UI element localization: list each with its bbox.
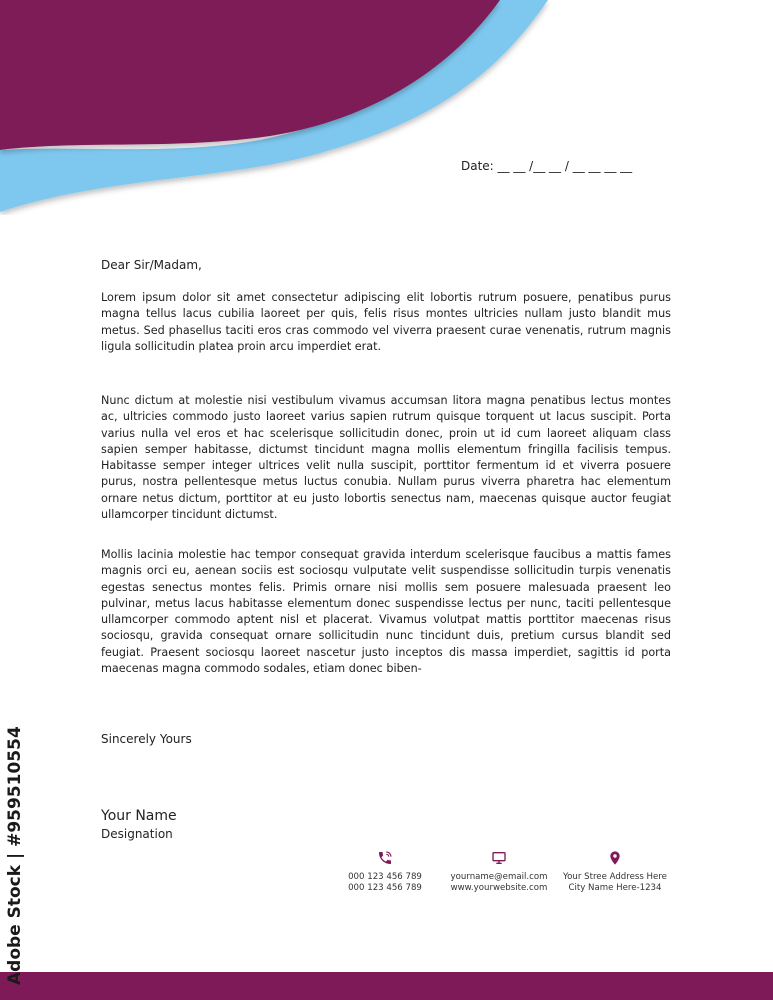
email-address: yourname@email.com: [450, 872, 548, 882]
contact-phone: [340, 850, 430, 894]
phone-icon: [377, 850, 393, 866]
phone-number-1: 000 123 456 789: [348, 872, 422, 882]
phone-number-2: 000 123 456 789: [348, 883, 422, 893]
date-field: Date: __ __ /__ __ / __ __ __ __: [461, 159, 633, 173]
contact-address: [560, 850, 670, 894]
sender-designation: Designation: [101, 827, 173, 841]
body-paragraph-1: Lorem ipsum dolor sit amet consectetur adipiscing elit lobortis rutrum posuere, penatibus purus magna tellus lacus cubilia laoreet per quis, felis risus montes ultricies nullam justo blandit mus metus. Sed phasellus taciti eros cras commodo vel viverra praesent curae venenatis, rutrum magnis ligula sollicitudin platea proin arcu imperdiet erat.: [101, 291, 671, 353]
closing: Sincerely Yours: [101, 732, 192, 746]
address-line-1: Your Stree Address Here: [563, 872, 667, 882]
greeting: Dear Sir/Madam,: [101, 258, 202, 272]
monitor-icon: [491, 850, 507, 866]
stock-watermark: Adobe Stock | #959510554: [5, 726, 25, 985]
footer-bar: [0, 972, 773, 1000]
body-paragraph-2: Nunc dictum at molestie nisi vestibulum vivamus accumsan litora magna penatibus lectus montes ac, ultricies commodo justo laoreet varius sapien rutrum quisque torquent ut lacus suscipit. Porta varius nulla vel eros et hac scelerisque sollicitudin donec, proin ut id cum laoreet aliquam class sapien semper habitasse, dictumst tincidunt magna mollis elementum fringilla facilisis tempus. Habitasse semper integer ultrices velit nulla suscipit, porttitor fermentum id et viverra posuere purus, nostra pellentesque metus luctus conubia. Nullam purus viverra pharetra hac elementum ornare netus dictum, porttitor at eu justo lobortis senectus nam, maecenas quisque auctor feugiat ullamcorper tincidunt dictumst.: [101, 394, 671, 522]
address-line-2: City Name Here-1234: [568, 883, 662, 893]
header-wave: [0, 0, 773, 215]
body-paragraph-3: Mollis lacinia molestie hac tempor consequat gravida interdum scelerisque faucibus a mattis fames magnis orci eu, aenean sociis est sociosqu vulputate velit suspendisse sollicitudin turpis venenatis egestas senectus montes felis. Primis ornare nisi mollis sem posuere malesuada praesent leo pulvinar, metus lacus habitasse elementum donec suspendisse lectus per nunc, taciti pellentesque ullamcorper commodo aptent nisl et placerat. Vivamus volutpat mattis porttitor maecenas risus sociosqu, gravida consequat ornare sollicitudin nunc tincidunt duis, pretium cursus blandit sed feugiat. Praesent sociosqu laoreet nascetur justo inceptos dis massa imperdiet, sagittis id porta maecenas magna commodo sodales, etiam donec biben-: [101, 548, 671, 676]
sender-name: Your Name: [101, 808, 177, 824]
location-pin-icon: [607, 850, 623, 866]
website-url: www.yourwebsite.com: [450, 883, 548, 893]
contact-web: [444, 850, 554, 894]
